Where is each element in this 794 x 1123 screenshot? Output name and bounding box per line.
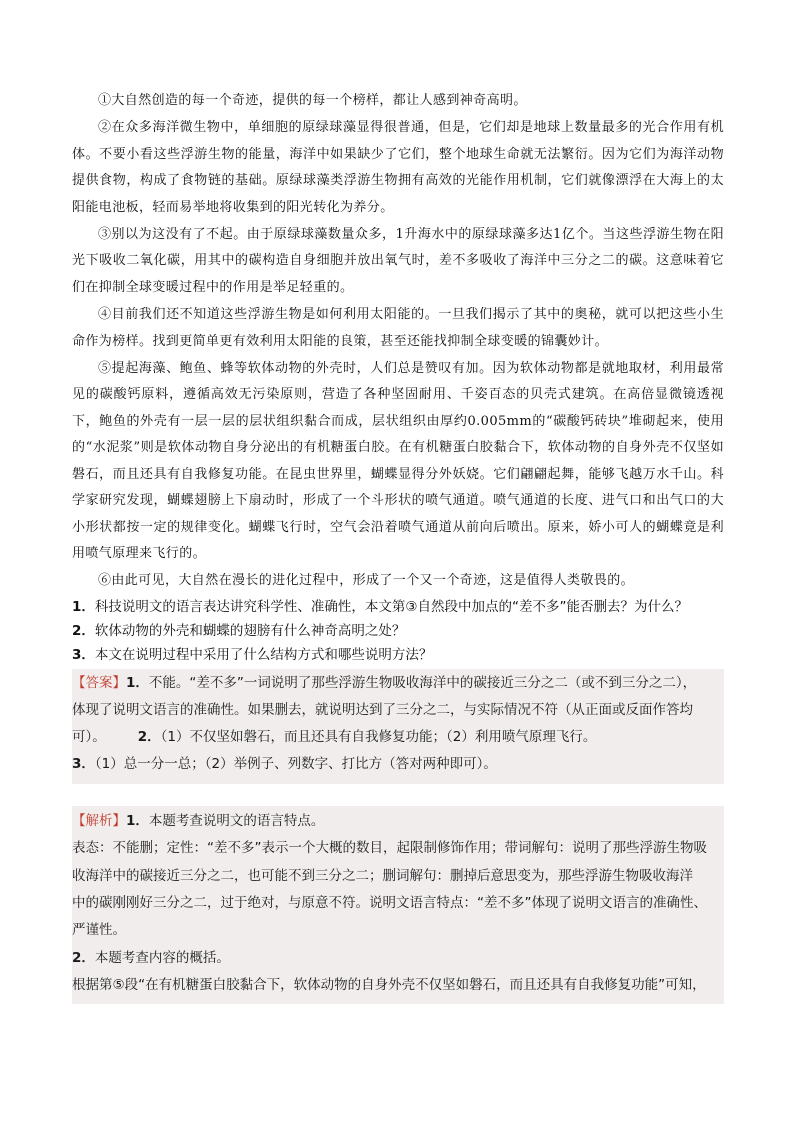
passage-paragraph-4: ④目前我们还不知道这些浮游生物是如何利用太阳能的。一旦我们揭示了其中的奥秘，就可以把这些小生命作为榜样。找到更简单更有效利用太阳能的良策，甚至还能找抑制全球变暖的锦囊妙计。 (72, 307, 724, 349)
reading-passage (72, 88, 724, 595)
answer-text: 可）。 (72, 728, 106, 745)
answer-line-2: 体现了说明文语言的准确性。如果删去，就说明达到了三分之二，与实际情况不符（从正面或反面作答均 (72, 701, 693, 718)
question-1 (72, 595, 724, 619)
question-list (72, 595, 724, 667)
analysis-line-3: 收海洋中的碳接近三分之二，也可能不到三分之二；删词解句：删掉后意思变为，那些浮游生物吸收海洋 (72, 867, 693, 884)
analysis-line-6 (72, 945, 724, 972)
passage-paragraph-3: ③别以为这没有了不起。由于原绿球藻数量众多，1升海水中的原绿球藻多达1亿个。当这些浮游生物在阳光下吸收二氧化碳，用其中的碳构造自身细胞并放出氧气时，差不多吸收了海洋中三分之二的碳。这意味着它们在抑制全球变暖过程中的作用是举足轻重的。 (72, 227, 724, 295)
answer-line-1 (72, 670, 724, 697)
answer-text: （1）不仅坚如磐石，而且还具有自我修复功能；（2）利用喷气原理飞行。 (160, 728, 597, 745)
answer-tag: 【答案】 (72, 674, 126, 691)
answer-section (72, 669, 724, 784)
answer-line-4 (72, 751, 724, 778)
passage-paragraph-5: ⑤提起海藻、鲍鱼、蜂等软体动物的外壳时，人们总是赞叹有加。因为软体动物都是就地取材，利用最常见的碳酸钙原料，遵循高效无污染原则，营造了各种坚固耐用、千姿百态的贝壳式建筑。在高倍显微镜透视下，鲍鱼的外壳有一层一层的层状组织黏合而成，层状组织由厚约0.005mm的“碳酸钙砖块”堆砌起来，使用的“水泥浆”则是软体动物自身分泌出的有机糖蛋白胶。在有机糖蛋白胶黏合下，软体动物的自身外壳不仅坚如磐石，而且还具有自我修复功能。在昆虫世界里，蝴蝶显得分外妖娆。它们翩翩起舞，能够飞越万水千山。科学家研究发现，蝴蝶翅膀上下扇动时，形成了一个斗形状的喷气通道。喷气通道的长度、进气口和出气口的大小形状都按一定的规律变化。蝴蝶飞行时，空气会沿着喷气通道从前向后喷出。原来，娇小可人的蝴蝶竟是利用喷气原理来飞行的。 (72, 361, 724, 561)
analysis-number: 2． (72, 949, 95, 966)
passage-paragraph-1: ①大自然创造的每一个奇迹，提供的每一个榜样，都让人感到神奇高明。 (98, 93, 527, 108)
answer-line-3 (72, 724, 724, 751)
analysis-line-2: 表态：不能删；定性：“差不多”表示一个大概的数目，起限制修饰作用；带词解句：说明了那些浮游生物吸 (72, 840, 707, 857)
question-number: 1． (72, 598, 95, 615)
document-page (72, 88, 724, 1004)
question-2 (72, 619, 724, 643)
answer-number: 2． (137, 728, 161, 745)
analysis-line-4: 中的碳刚刚好三分之二，过于绝对，与原意不符。说明文语言特点：“差不多”体现了说明文语言的准确性、 (72, 894, 707, 911)
question-3 (72, 643, 724, 667)
passage-paragraph-2: ②在众多海洋微生物中，单细胞的原绿球藻显得很普通，但是，它们却是地球上数量最多的光合作用有机体。不要小看这些浮游生物的能量，海洋中如果缺少了它们，整个地球生命就无法繁衍。因为它们为海洋动物提供食物，构成了食物链的基础。原绿球藻类浮游生物拥有高效的光能作用机制，它们就像漂浮在大海上的太阳能电池板，轻而易举地将收集到的阳光转化为养分。 (72, 120, 724, 215)
question-text: 科技说明文的语言表达讲究科学性、准确性，本文第③自然段中加点的“差不多”能否删去？为什么？ (94, 598, 688, 615)
question-number: 3． (72, 646, 95, 663)
analysis-text: 本题考查说明文的语言特点。 (148, 812, 325, 829)
analysis-line-7: 根据第⑤段“在有机糖蛋白胶黏合下，软体动物的自身外壳不仅坚如磐石，而且还具有自我修复功能”可知， (72, 977, 706, 994)
section-spacer (72, 784, 724, 806)
answer-text: 不能。“差不多”一词说明了那些浮游生物吸收海洋中的碳接近三分之二（或不到三分之二）， (148, 674, 697, 691)
analysis-section (72, 806, 724, 1004)
analysis-text: 本题考查内容的概括。 (94, 949, 230, 966)
analysis-line-1 (72, 808, 724, 835)
question-text: 软体动物的外壳和蝴蝶的翅膀有什么神奇高明之处？ (94, 622, 406, 639)
question-number: 2． (72, 622, 95, 639)
passage-paragraph-6: ⑥由此可见，大自然在漫长的进化过程中，形成了一个又一个奇迹，这是值得人类敬畏的。 (98, 573, 635, 589)
answer-text: （1）总一分一总；（2）举例子、列数字、打比方（答对两种即可）。 (94, 755, 497, 772)
answer-number: 3． (72, 755, 95, 772)
analysis-tag: 【解析】 (72, 812, 126, 829)
question-text: 本文在说明过程中采用了什么结构方式和哪些说明方法？ (94, 646, 433, 663)
analysis-line-5: 严谨性。 (72, 922, 126, 939)
answer-number: 1． (126, 674, 149, 691)
analysis-number: 1． (126, 812, 149, 829)
